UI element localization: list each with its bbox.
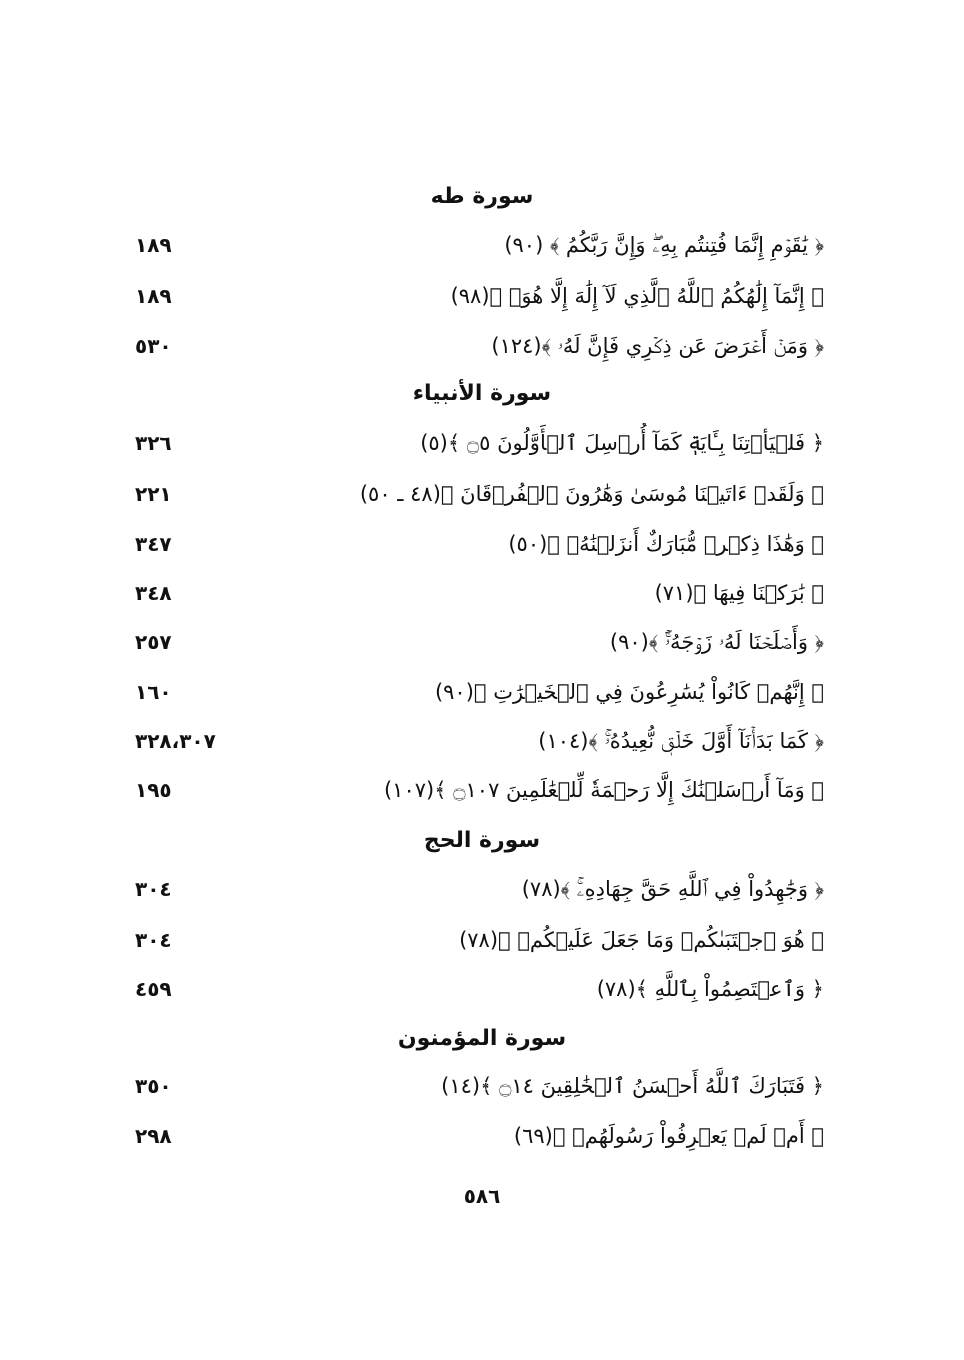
page-reference: ٢٢١: [135, 482, 172, 506]
surah-title: سورة الحج: [423, 828, 541, 853]
verse-text: ﴿ إِنَّمَآ إِلَٰهُكُمُ ٱللَّهُ ٱلَّذِي لَآ إِلَٰهَ إِلَّا هُوَۚ ﴾(٩٨): [450, 284, 824, 308]
verse-text: ﴿ فَلۡيَأۡتِنَا بِـَٔايَةٖ كَمَآ أُرۡسِلَ ٱلۡأَوَّلُونَ ۝٥ ﴾(٥): [420, 431, 824, 455]
page-reference: ٢٥٧: [135, 630, 172, 654]
index-entry: [0, 276, 964, 316]
index-entry: [0, 672, 964, 712]
page-reference: ٣٤٧: [135, 532, 172, 556]
verse-text: ﴿ وَٱعۡتَصِمُواْ بِٱللَّهِ ﴾(٧٨): [596, 977, 824, 1001]
page-reference: ٣٤٨: [135, 581, 172, 605]
page-reference: ٢٩٨: [135, 1124, 172, 1148]
verse-text: ﴿ وَمَآ أَرۡسَلۡنَٰكَ إِلَّا رَحۡمَةٗ لِّلۡعَٰلَمِينَ ۝١٠٧ ﴾(١٠٧): [383, 778, 824, 802]
page-reference: ٣٢٨،٣٠٧: [135, 729, 216, 753]
index-entry: [0, 869, 964, 909]
surah-title: سورة المؤمنون: [397, 1026, 567, 1051]
verse-text: ﴿ يَٰقَوۡمِ إِنَّمَا فُتِنتُم بِهِۦۖ وَإِنَّ رَبَّكُمُ ﴾ (٩٠): [504, 233, 824, 257]
index-entry: [0, 622, 964, 662]
verse-text: ﴿ إِنَّهُمۡ كَانُواْ يُسَٰرِعُونَ فِي ٱلۡخَيۡرَٰتِ ﴾(٩٠): [434, 680, 824, 704]
index-entry: [0, 920, 964, 960]
verse-text: ﴿ كَمَا بَدَأۡنَآ أَوَّلَ خَلۡقٖ نُّعِيدُهُۥۚ ﴾(١٠٤): [538, 729, 824, 753]
verse-text: ﴿ وَلَقَدۡ ءَاتَيۡنَا مُوسَىٰ وَهَٰرُونَ ٱلۡفُرۡقَانَ ﴾(٤٨ ـ ٥٠): [359, 482, 824, 506]
page-reference: ٤٥٩: [135, 977, 172, 1001]
index-entry: [0, 225, 964, 265]
page-reference: ٥٣٠: [135, 334, 172, 358]
page-reference: ١٦٠: [135, 680, 172, 704]
verse-text: ﴿ فَتَبَارَكَ ٱللَّهُ أَحۡسَنُ ٱلۡخَٰلِقِينَ ۝١٤ ﴾(١٤): [441, 1074, 824, 1098]
surah-title: سورة الأنبياء: [412, 381, 552, 406]
verse-text: ﴿ وَجَٰهِدُواْ فِي ٱللَّهِ حَقَّ جِهَادِهِۦۚ ﴾(٧٨): [521, 877, 824, 901]
verse-text: ﴿ وَمَنۡ أَعۡرَضَ عَن ذِكۡرِي فَإِنَّ لَهُۥ ﴾(١٢٤): [491, 334, 824, 358]
verse-text: ﴿ هُوَ ٱجۡتَبَىٰكُمۡ وَمَا جَعَلَ عَلَيۡكُمۡ ﴾(٧٨): [459, 928, 824, 952]
page-reference: ٣٠٤: [135, 928, 172, 952]
page-number: ٥٨٦: [463, 1184, 501, 1208]
index-entry: [0, 1116, 964, 1156]
verse-text: ﴿ أَمۡ لَمۡ يَعۡرِفُواْ رَسُولَهُمۡ ﴾(٦٩): [513, 1124, 824, 1148]
index-entry: [0, 474, 964, 514]
page-reference: ١٨٩: [135, 284, 172, 308]
index-entry: [0, 326, 964, 366]
index-entry: [0, 573, 964, 613]
page-reference: ٣٥٠: [135, 1074, 172, 1098]
index-entry: [0, 423, 964, 463]
index-entry: [0, 524, 964, 564]
page-reference: ٣٠٤: [135, 877, 172, 901]
index-entry: [0, 969, 964, 1009]
verse-text: ﴿ بَٰرَكۡنَا فِيهَا ﴾(٧١): [654, 581, 824, 605]
verse-text: ﴿ وَهَٰذَا ذِكۡرٞ مُّبَارَكٌ أَنزَلۡنَٰهُۚ ﴾(٥٠): [508, 532, 824, 556]
verse-text: ﴿ وَأَصۡلَحۡنَا لَهُۥ زَوۡجَهُۥٓۚ ﴾(٩٠): [609, 630, 824, 654]
index-entry: [0, 770, 964, 810]
page-reference: ١٩٥: [135, 778, 172, 802]
index-entry: [0, 1066, 964, 1106]
page-reference: ٣٢٦: [135, 431, 172, 455]
page-reference: ١٨٩: [135, 233, 172, 257]
surah-title: سورة طه: [430, 184, 534, 209]
index-entry: [0, 721, 964, 761]
